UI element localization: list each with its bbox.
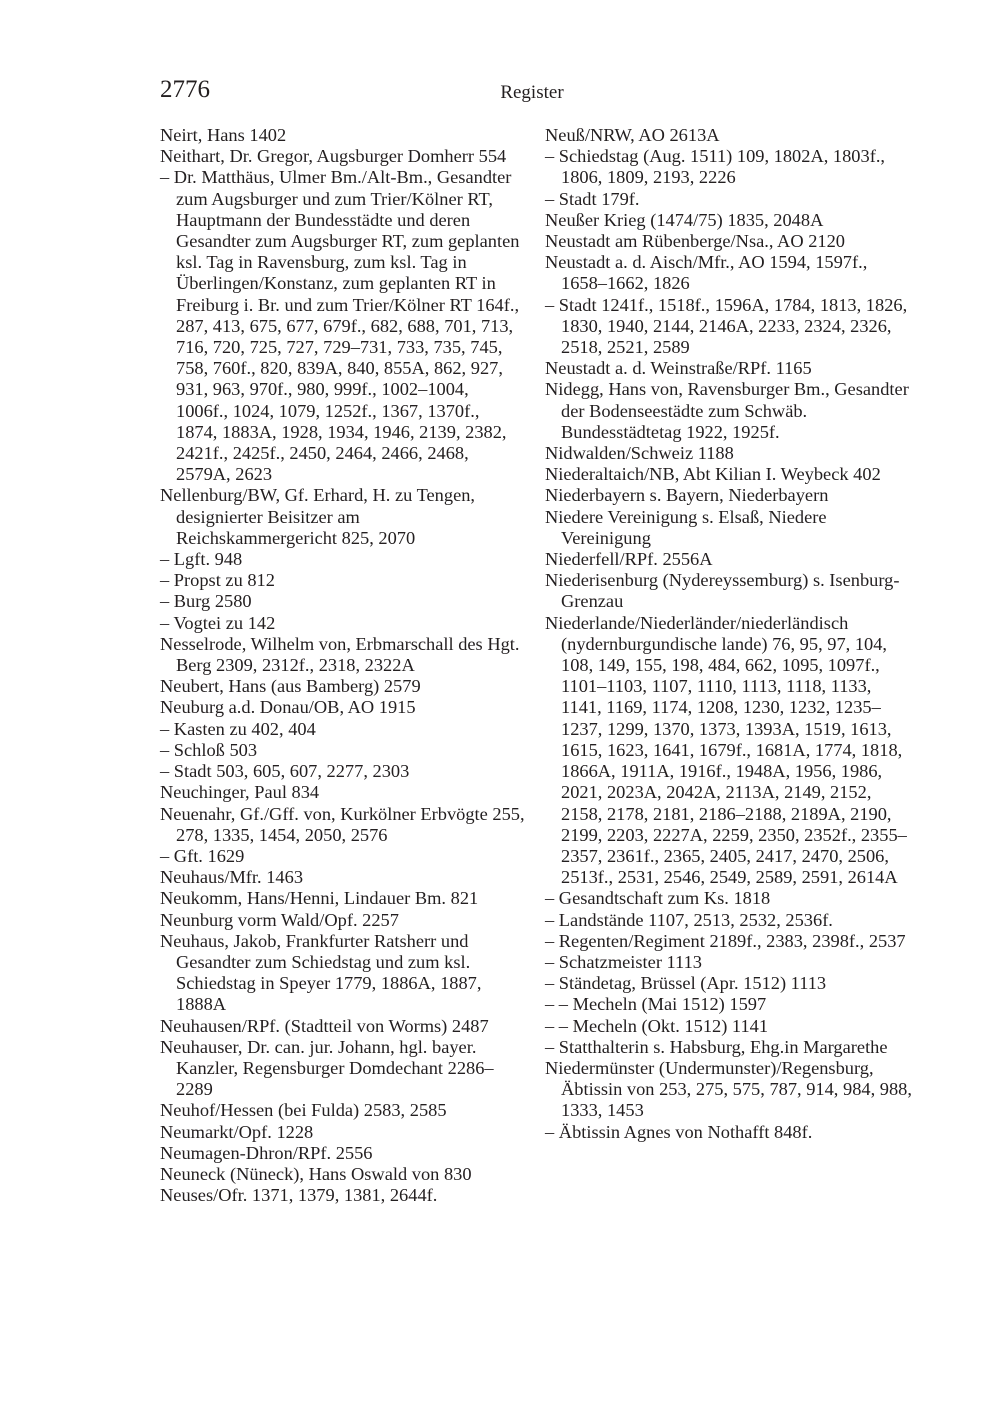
- index-entry: – Statthalterin s. Habsburg, Ehg.in Margarethe: [545, 1036, 888, 1057]
- index-entry: – Kasten zu 402, 404: [160, 718, 316, 739]
- index-entry: Niedere Vereinigung s. Elsaß, Niedere Vereinigung: [545, 506, 827, 548]
- index-entry: Neustadt a. d. Weinstraße/RPf. 1165: [545, 358, 812, 379]
- index-entry: Nidwalden/Schweiz 1188: [545, 443, 734, 464]
- index-entry: – Gft. 1629: [160, 845, 245, 866]
- index-entry: Neuhof/Hessen (bei Fulda) 2583, 2585: [160, 1100, 447, 1121]
- index-entry: – Vogtei zu 142: [160, 612, 276, 633]
- index-entry: – – Mecheln (Okt. 1512) 1141: [545, 1015, 769, 1036]
- index-entry: Neustadt a. d. Aisch/Mfr., AO 1594, 1597f., 1658–1662, 1826: [545, 252, 868, 294]
- index-entry: Neuhauser, Dr. can. jur. Johann, hgl. bayer. Kanzler, Regensburger Domdechant 2286–2289: [160, 1036, 494, 1100]
- index-entry: Niederlande/Niederländer/niederländisch (nydernburgundische lande) 76, 95, 97, 104, 108, 149, 155, 198, 484, 662, 1095, 1097f., 1101–1103, 1107, 1110, 1113, 1118, 1133, 1141, 1169, 1174, 1208, 1230, 1232, 1235–1237, 1299, 1370, 1373, 1393A, 1519, 1613, 1615, 1623, 1641, 1679f., 1681A, 1774, 1818, 1866A, 1911A, 1916f., 1948A, 1956, 1986, 2021, 2023A, 2042A, 2113A, 2149, 2152, 2158, 2178, 2181, 2186–2188, 2189A, 2190, 2199, 2203, 2227A, 2259, 2350, 2352f., 2355–2357, 2361f., 2365, 2405, 2417, 2470, 2506, 2513f., 2531, 2546, 2549, 2589, 2591, 2614A: [545, 612, 907, 888]
- index-entry: Niederbayern s. Bayern, Niederbayern: [545, 485, 829, 506]
- index-entry: – Lgft. 948: [160, 549, 243, 570]
- index-entry: – Stadt 1241f., 1518f., 1596A, 1784, 1813, 1826, 1830, 1940, 2144, 2146A, 2233, 2324, 2326, 2518, 2521, 2589: [545, 294, 908, 358]
- index-entry: Neuhaus, Jakob, Frankfurter Ratsherr und Gesandter zum Schiedstag und zum ksl. Schiedstag in Speyer 1779, 1886A, 1887, 1888A: [160, 930, 482, 1015]
- index-entry: – Regenten/Regiment 2189f., 2383, 2398f., 2537: [545, 930, 906, 951]
- index-entry: – Burg 2580: [160, 591, 252, 612]
- index-entry: Niederfell/RPf. 2556A: [545, 549, 713, 570]
- index-entry: – Schatzmeister 1113: [545, 951, 702, 972]
- index-entry: Niederisenburg (Nydereyssemburg) s. Isenburg-Grenzau: [545, 570, 900, 612]
- index-entry: Neuhausen/RPf. (Stadtteil von Worms) 2487: [160, 1015, 489, 1036]
- index-entry: Neirt, Hans 1402: [160, 125, 287, 145]
- index-entry: – Schiedstag (Aug. 1511) 109, 1802A, 1803f., 1806, 1809, 2193, 2226: [545, 146, 886, 188]
- index-entry: – Landstände 1107, 2513, 2532, 2536f.: [545, 909, 833, 930]
- index-entry: Neuhaus/Mfr. 1463: [160, 867, 304, 888]
- index-entry: Neunburg vorm Wald/Opf. 2257: [160, 909, 399, 930]
- index-entry: Neuneck (Nüneck), Hans Oswald von 830: [160, 1163, 472, 1184]
- index-entry: – Äbtissin Agnes von Nothafft 848f.: [545, 1121, 813, 1142]
- index-entry: Neuburg a.d. Donau/OB, AO 1915: [160, 697, 416, 718]
- index-entry: – Gesandtschaft zum Ks. 1818: [545, 888, 771, 909]
- index-entry: – Ständetag, Brüssel (Apr. 1512) 1113: [545, 973, 827, 994]
- index-entry: Neumarkt/Opf. 1228: [160, 1121, 314, 1142]
- index-entry: – Propst zu 812: [160, 570, 275, 591]
- index-entry: – Schloß 503: [160, 739, 258, 760]
- index-entry: Neustadt am Rübenberge/Nsa., AO 2120: [545, 231, 845, 252]
- running-head: Register: [500, 82, 564, 103]
- index-entry: Neubert, Hans (aus Bamberg) 2579: [160, 676, 421, 697]
- index-entry: – Dr. Matthäus, Ulmer Bm./Alt-Bm., Gesandter zum Augsburger und zum Trier/Kölner RT, Hauptmann der Bundesstädte und deren Gesandter zum Augsburger RT, zum geplanten ksl. Tag in Ravensburg, zum ksl. Tag in Überlingen/Konstanz, zum geplanten RT in Freiburg i. Br. und zum Trier/Kölner RT 164f., 287, 413, 675, 677, 679f., 682, 688, 701, 713, 716, 720, 725, 727, 729–731, 733, 735, 745, 758, 760f., 820, 839A, 840, 855A, 862, 927, 931, 963, 970f., 980, 999f., 1002–1004, 1006f., 1024, 1079, 1252f., 1367, 1370f., 1874, 1883A, 1928, 1934, 1946, 2139, 2382, 2421f., 2425f., 2450, 2464, 2466, 2468, 2579A, 2623: [160, 167, 520, 485]
- index-entry: Neußer Krieg (1474/75) 1835, 2048A: [545, 209, 824, 230]
- index-entry: Neuchinger, Paul 834: [160, 782, 320, 803]
- page-number: 2776: [160, 76, 210, 103]
- index-entry: Nesselrode, Wilhelm von, Erbmarschall des Hgt. Berg 2309, 2312f., 2318, 2322A: [160, 633, 520, 676]
- index-entry: Neithart, Dr. Gregor, Augsburger Domherr 554: [160, 146, 507, 167]
- index-entry: Nidegg, Hans von, Ravensburger Bm., Gesandter der Bodenseestädte zum Schwäb. Bundesstädtetag 1922, 1925f.: [545, 379, 909, 442]
- index-entry: Nellenburg/BW, Gf. Erhard, H. zu Tengen, designierter Beisitzer am Reichskammergericht 825, 2070: [160, 485, 476, 548]
- index-entry: Neuses/Ofr. 1371, 1379, 1381, 2644f.: [160, 1185, 438, 1206]
- index-column-right: [545, 125, 913, 1143]
- index-entry: Neumagen-Dhron/RPf. 2556: [160, 1142, 373, 1163]
- index-entry: – – Mecheln (Mai 1512) 1597: [545, 994, 767, 1015]
- index-entry: Neuenahr, Gf./Gff. von, Kurkölner Erbvögte 255, 278, 1335, 1454, 2050, 2576: [160, 803, 525, 845]
- index-entry: Neukomm, Hans/Henni, Lindauer Bm. 821: [160, 888, 479, 909]
- index-entry: Neuß/NRW, AO 2613A: [545, 125, 720, 145]
- index-column-left: [160, 125, 525, 1206]
- index-entry: Niederaltaich/NB, Abt Kilian I. Weybeck 402: [545, 464, 881, 485]
- index-entry: – Stadt 503, 605, 607, 2277, 2303: [160, 761, 410, 782]
- index-entry: Niedermünster (Undermunster)/Regensburg, Äbtissin von 253, 275, 575, 787, 914, 984, 988, 1333, 1453: [545, 1057, 912, 1121]
- index-entry: – Stadt 179f.: [545, 188, 640, 209]
